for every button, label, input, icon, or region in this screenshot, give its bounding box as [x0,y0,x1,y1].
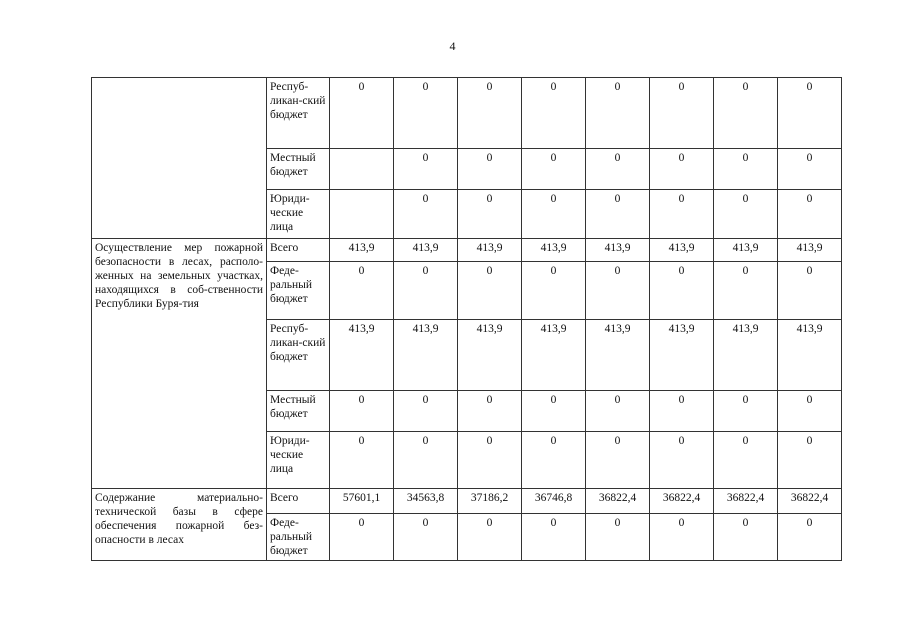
value-cell: 0 [330,391,394,432]
value-cell: 36822,4 [778,489,842,514]
value-cell: 413,9 [778,320,842,391]
value-cell: 0 [522,149,586,190]
value-cell: 413,9 [714,320,778,391]
value-cell: 0 [458,78,522,149]
value-cell: 36822,4 [714,489,778,514]
value-cell: 413,9 [394,320,458,391]
source-cell: Феде-ральный бюджет [267,262,330,320]
value-cell: 413,9 [330,320,394,391]
value-cell: 0 [650,432,714,489]
value-cell: 0 [394,514,458,561]
value-cell: 0 [458,190,522,239]
value-cell: 0 [714,149,778,190]
value-cell: 0 [330,262,394,320]
value-cell: 413,9 [458,320,522,391]
value-cell: 0 [714,78,778,149]
value-cell: 0 [458,514,522,561]
value-cell: 0 [714,514,778,561]
value-cell: 0 [522,190,586,239]
value-cell: 0 [458,262,522,320]
value-cell: 0 [586,78,650,149]
activity-cell: Содержание материально-технической базы в сфере обеспечения пожарной без-опасности в лесах [92,489,267,561]
source-cell: Респуб-ликан-ский бюджет [267,78,330,149]
value-cell: 0 [330,432,394,489]
value-cell: 0 [650,78,714,149]
source-cell: Юриди-ческие лица [267,190,330,239]
source-cell: Местный бюджет [267,391,330,432]
table-row [92,78,842,149]
value-cell: 0 [778,149,842,190]
value-cell: 34563,8 [394,489,458,514]
value-cell: 413,9 [522,239,586,262]
value-cell: 0 [778,514,842,561]
value-cell: 0 [330,78,394,149]
value-cell: 0 [650,190,714,239]
budget-table [91,77,842,561]
value-cell: 413,9 [394,239,458,262]
value-cell: 0 [394,432,458,489]
value-cell: 413,9 [778,239,842,262]
value-cell: 413,9 [458,239,522,262]
value-cell: 57601,1 [330,489,394,514]
value-cell: 0 [650,262,714,320]
value-cell: 36746,8 [522,489,586,514]
value-cell: 413,9 [330,239,394,262]
value-cell: 0 [714,432,778,489]
value-cell: 0 [330,514,394,561]
value-cell: 413,9 [650,320,714,391]
source-cell: Юриди-ческие лица [267,432,330,489]
value-cell: 0 [522,514,586,561]
value-cell: 0 [394,262,458,320]
value-cell [330,190,394,239]
value-cell: 0 [714,190,778,239]
value-cell: 0 [650,514,714,561]
value-cell: 0 [522,432,586,489]
value-cell: 0 [522,391,586,432]
source-cell: Респуб-ликан-ский бюджет [267,320,330,391]
source-cell: Всего [267,239,330,262]
value-cell: 0 [650,149,714,190]
page-number: 4 [449,39,456,53]
value-cell: 413,9 [586,239,650,262]
value-cell: 0 [394,149,458,190]
value-cell: 413,9 [650,239,714,262]
value-cell: 0 [714,391,778,432]
value-cell: 0 [586,514,650,561]
value-cell: 0 [586,432,650,489]
value-cell: 0 [586,391,650,432]
table-row [92,489,842,514]
value-cell: 36822,4 [586,489,650,514]
value-cell: 0 [458,149,522,190]
value-cell: 0 [522,78,586,149]
activity-cell [92,78,267,239]
value-cell: 0 [394,190,458,239]
activity-cell: Осуществление мер пожарной безопасности в лесах, располо-женных на земельных участках, находящихся в соб-ственности Республики Буря-тия [92,239,267,489]
source-cell: Феде-ральный бюджет [267,514,330,561]
table-row [92,239,842,262]
source-cell: Местный бюджет [267,149,330,190]
value-cell: 0 [586,149,650,190]
value-cell [330,149,394,190]
value-cell: 0 [778,432,842,489]
value-cell: 37186,2 [458,489,522,514]
value-cell: 413,9 [522,320,586,391]
value-cell: 0 [778,262,842,320]
value-cell: 36822,4 [650,489,714,514]
value-cell: 0 [778,190,842,239]
value-cell: 0 [586,262,650,320]
value-cell: 0 [586,190,650,239]
source-cell: Всего [267,489,330,514]
value-cell: 0 [394,391,458,432]
value-cell: 0 [714,262,778,320]
value-cell: 413,9 [586,320,650,391]
value-cell: 0 [522,262,586,320]
value-cell: 0 [458,391,522,432]
value-cell: 0 [394,78,458,149]
value-cell: 0 [650,391,714,432]
value-cell: 413,9 [714,239,778,262]
value-cell: 0 [458,432,522,489]
value-cell: 0 [778,391,842,432]
value-cell: 0 [778,78,842,149]
